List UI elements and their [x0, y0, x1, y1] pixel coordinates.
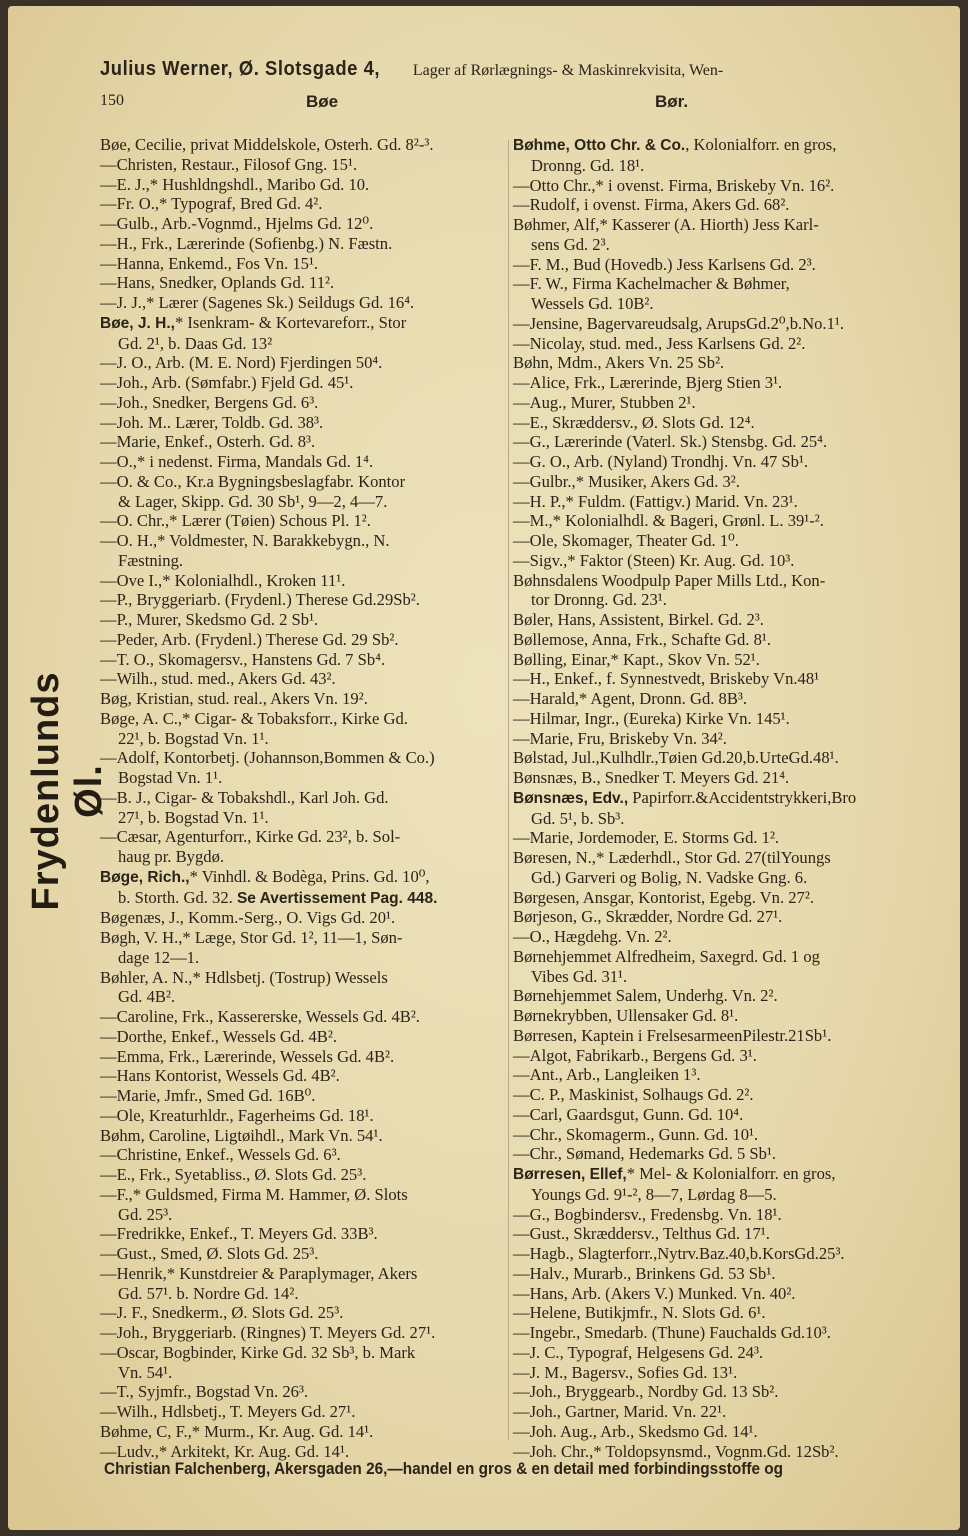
- entry-text: —T. O., Skomagersv., Hanstens Gd. 7 Sb⁴.: [100, 649, 386, 669]
- entry-text: —E. J.,* Hushldngshdl., Maribo Gd. 10.: [100, 174, 370, 194]
- entry-text: Gd.) Garveri og Bolig, N. Vadske Gng. 6.: [531, 867, 808, 887]
- entry-text: Bøgenæs, J., Komm.-Serg., O. Vigs Gd. 20¹.: [100, 908, 396, 928]
- entry-text: Papirforr.&Accidentstrykkeri,Bro: [628, 787, 857, 807]
- header-title: Julius Werner, Ø. Slotsgade 4,: [100, 58, 381, 80]
- entry-name-bold: Børresen, Ellef,: [513, 1166, 627, 1183]
- entry-text: Bøhler, A. N.,* Hdlsbetj. (Tostrup) Wessels: [100, 967, 388, 987]
- directory-line: [513, 334, 925, 354]
- directory-line: [513, 1442, 925, 1462]
- directory-line: [100, 492, 510, 512]
- directory-line: [100, 1047, 510, 1067]
- directory-line: [100, 808, 510, 828]
- entry-text: —Hans Kontorist, Wessels Gd. 4B².: [100, 1066, 340, 1086]
- directory-line: [100, 1145, 510, 1165]
- directory-line: [513, 393, 925, 413]
- directory-line: [100, 1422, 510, 1442]
- entry-text: —Aug., Murer, Stubben 2¹.: [513, 392, 696, 412]
- directory-line: [513, 571, 925, 591]
- directory-line: [100, 1165, 510, 1185]
- entry-text: —Joh., Snedker, Bergens Gd. 6³.: [100, 392, 319, 412]
- entry-text: —Caroline, Frk., Kassererske, Wessels Gd. 4B².: [100, 1007, 420, 1026]
- directory-line: [513, 1422, 925, 1442]
- directory-line: [513, 748, 925, 768]
- entry-text: Gd. 5¹, b. Sb³.: [531, 808, 625, 828]
- entry-text: —B. J., Cigar- & Tobakshdl., Karl Joh. Gd.: [100, 787, 389, 807]
- entry-text: Børgesen, Ansgar, Kontorist, Egebg. Vn. 27².: [513, 887, 814, 907]
- entry-text: —O.,* i nedenst. Firma, Mandals Gd. 1⁴.: [100, 452, 374, 471]
- entry-text: Bøg, Kristian, stud. real., Akers Vn. 19².: [100, 689, 368, 708]
- headword-right: Bør.: [655, 92, 689, 111]
- directory-line: [100, 827, 510, 847]
- entry-text: Gd. 4B².: [118, 987, 176, 1007]
- entry-text: —Gulbr.,* Musiker, Akers Gd. 3².: [513, 471, 740, 491]
- entry-text: —J. M., Bagersv., Sofies Gd. 13¹.: [513, 1362, 738, 1382]
- directory-line: [100, 968, 510, 988]
- entry-text: —J. C., Typograf, Helgesens Gd. 24³.: [513, 1342, 764, 1362]
- entry-text: —O. & Co., Kr.a Bygningsbeslagfabr. Kontor: [100, 471, 406, 491]
- directory-line: [513, 809, 925, 829]
- directory-line: [100, 1106, 510, 1126]
- entry-text: —O. H.,* Voldmester, N. Barakkebygn., N.: [100, 531, 390, 550]
- directory-line: [513, 1125, 925, 1145]
- entry-text: —Hanna, Enkemd., Fos Vn. 15¹.: [100, 253, 319, 273]
- entry-text: —H., Frk., Lærerinde (Sofienbg.) N. Fæstn.: [100, 233, 393, 253]
- entry-text: Bøhnsdalens Woodpulp Paper Mills Ltd., Kon-: [513, 570, 826, 590]
- directory-line: [513, 235, 925, 255]
- entry-text: —Fr. O.,* Typograf, Bred Gd. 4².: [100, 194, 323, 214]
- entry-text: —G., Lærerinde (Vaterl. Sk.) Stensbg. Gd. 25⁴.: [513, 432, 828, 452]
- directory-line: [513, 1185, 925, 1205]
- entry-text: —Hans, Snedker, Oplands Gd. 11².: [100, 273, 335, 293]
- entry-text: —H., Enkef., f. Synnestvedt, Briskeby Vn.48¹: [513, 669, 820, 689]
- directory-line: [100, 393, 510, 413]
- entry-text: —Peder, Arb. (Frydenl.) Therese Gd. 29 Sb².: [100, 629, 399, 649]
- directory-line: [100, 334, 510, 354]
- directory-line: [513, 927, 925, 947]
- directory-line: [513, 1164, 925, 1185]
- entry-text: Bøler, Hans, Assistent, Birkel. Gd. 2³.: [513, 610, 764, 629]
- entry-text: —Cæsar, Agenturforr., Kirke Gd. 23², b. Sol-: [100, 827, 401, 847]
- directory-line: [513, 630, 925, 650]
- entry-text: —O., Hægdehg. Vn. 2².: [513, 927, 672, 946]
- entry-text: —Marie, Jordemoder, E. Storms Gd. 1².: [513, 828, 780, 848]
- directory-line: [513, 868, 925, 888]
- entry-text: —Ole, Kreaturhldr., Fagerheims Gd. 18¹.: [100, 1105, 374, 1125]
- entry-name-bold: Bøe, J. H.,: [100, 314, 175, 332]
- directory-line: [100, 1264, 510, 1284]
- entry-name-bold: Bøhme, Otto Chr. & Co.: [513, 137, 686, 154]
- entry-text: Bøhme, C, F.,* Murm., Kr. Aug. Gd. 14¹.: [100, 1421, 374, 1441]
- directory-line: [513, 255, 925, 275]
- directory-line: [100, 194, 510, 214]
- directory-line: [513, 1402, 925, 1422]
- directory-line: [513, 1205, 925, 1225]
- entry-text: —Halv., Murarb., Brinkens Gd. 53 Sb¹.: [513, 1263, 776, 1283]
- directory-line: [100, 1224, 510, 1244]
- entry-text: —Ingebr., Smedarb. (Thune) Fauchalds Gd.10³.: [513, 1323, 831, 1342]
- directory-line: [513, 1244, 925, 1264]
- directory-line: [513, 492, 925, 512]
- entry-text: dage 12—1.: [118, 947, 200, 967]
- entry-text: —Ole, Skomager, Theater Gd. 1⁰.: [513, 531, 739, 550]
- entry-text: b. Storth. Gd. 32.: [118, 887, 237, 907]
- directory-line: [513, 215, 925, 235]
- entry-text: sens Gd. 2³.: [531, 234, 610, 254]
- page-header-advert: [100, 58, 723, 81]
- headword-left: Bøe: [306, 92, 339, 111]
- entry-text: Børnekrybben, Ullensaker Gd. 8¹.: [513, 1006, 739, 1025]
- directory-line: [100, 234, 510, 254]
- footer-advert: Christian Falchenberg, Akersgaden 26,—handel en gros & en detail med forbindingsstoffe og: [104, 1460, 783, 1478]
- directory-line: [513, 551, 925, 571]
- directory-line: [513, 907, 925, 927]
- directory-line: [513, 1046, 925, 1066]
- entry-text: Fæstning.: [118, 550, 184, 570]
- directory-line: [513, 531, 925, 551]
- entry-text: —F.,* Guldsmed, Firma M. Hammer, Ø. Slots: [100, 1184, 408, 1204]
- entry-text: —Christine, Enkef., Wessels Gd. 6³.: [100, 1145, 341, 1165]
- directory-line: [100, 867, 510, 888]
- directory-line: [513, 947, 925, 967]
- directory-line: [513, 650, 925, 670]
- entry-text: Dronng. Gd. 18¹.: [531, 155, 645, 175]
- entry-text: —Jensine, Bagervareudsalg, ArupsGd.2⁰,b.No.1¹.: [513, 313, 844, 333]
- entry-text: —Otto Chr.,* i ovenst. Firma, Briskeby Vn. 16².: [513, 175, 835, 195]
- directory-line: [100, 1007, 510, 1027]
- directory-line: [100, 472, 510, 492]
- directory-line: [100, 254, 510, 274]
- directory-line: [100, 888, 510, 909]
- directory-line: [100, 1284, 510, 1304]
- entry-text: —C. P., Maskinist, Solhaugs Gd. 2².: [513, 1085, 754, 1104]
- left-column: [100, 135, 510, 1461]
- entry-text: —Ant., Arb., Langleiken 1³.: [513, 1065, 701, 1085]
- directory-line: [100, 1402, 510, 1422]
- directory-line: [513, 156, 925, 176]
- directory-line: [513, 1303, 925, 1323]
- directory-line: [513, 967, 925, 987]
- entry-text: 22¹, b. Bogstad Vn. 1¹.: [118, 728, 269, 748]
- directory-line: [100, 1244, 510, 1264]
- directory-line: [513, 1224, 925, 1244]
- directory-line: [513, 314, 925, 334]
- directory-line: [100, 630, 510, 650]
- directory-line: [100, 1382, 510, 1402]
- entry-text: —Chr., Sømand, Hedemarks Gd. 5 Sb¹.: [513, 1144, 777, 1164]
- entry-text: —Rudolf, i ovenst. Firma, Akers Gd. 68².: [513, 195, 790, 215]
- directory-line: [513, 1284, 925, 1304]
- directory-line: [513, 689, 925, 709]
- directory-line: [100, 373, 510, 393]
- directory-line: [100, 1066, 510, 1086]
- directory-line: [513, 195, 925, 215]
- entry-text: —Carl, Gaardsgut, Gunn. Gd. 10⁴.: [513, 1104, 744, 1124]
- directory-line: [513, 848, 925, 868]
- entry-text: —Oscar, Bogbinder, Kirke Gd. 32 Sb³, b. Mark: [100, 1342, 416, 1362]
- directory-line: [100, 908, 510, 928]
- entry-text: —Emma, Frk., Lærerinde, Wessels Gd. 4B².: [100, 1046, 395, 1066]
- entry-text: Wessels Gd. 10B².: [531, 294, 654, 313]
- entry-text: —Joh. Chr.,* Toldopsynsmd., Vognm.Gd. 12Sb².: [513, 1441, 839, 1461]
- directory-line: [513, 511, 925, 531]
- entry-text: —O. Chr.,* Lærer (Tøien) Schous Pl. 1².: [100, 511, 371, 531]
- entry-text: —G. O., Arb. (Nyland) Trondhj. Vn. 47 Sb¹.: [513, 452, 809, 471]
- entry-text: 27¹, b. Bogstad Vn. 1¹.: [118, 807, 269, 827]
- entry-text: —P., Bryggeriarb. (Frydenl.) Therese Gd.29Sb².: [100, 590, 420, 610]
- entry-text: —Joh. M.. Lærer, Toldb. Gd. 38³.: [100, 412, 324, 432]
- directory-line: [513, 432, 925, 452]
- directory-line: [100, 531, 510, 551]
- entry-text: —Christen, Restaur., Filosof Gng. 15¹.: [100, 154, 358, 174]
- entry-text: —F. W., Firma Kachelmacher & Bøhmer,: [513, 274, 790, 294]
- directory-line: [100, 1303, 510, 1323]
- entry-text: Bøhmer, Alf,* Kasserer (A. Hiorth) Jess Karl-: [513, 215, 819, 234]
- entry-text: —Fredrikke, Enkef., T. Meyers Gd. 33B³.: [100, 1224, 378, 1244]
- entry-text: —Ludv.,* Arkitekt, Kr. Aug. Gd. 14¹.: [100, 1441, 350, 1461]
- directory-line: [513, 1363, 925, 1383]
- directory-line: [100, 709, 510, 729]
- directory-line: [513, 888, 925, 908]
- entry-text: Børnehjemmet Alfredheim, Saxegrd. Gd. 1 og: [513, 946, 820, 966]
- entry-text: —Ove I.,* Kolonialhdl., Kroken 11¹.: [100, 570, 346, 590]
- directory-line: [100, 313, 510, 334]
- directory-line: [100, 788, 510, 808]
- directory-line: [513, 1144, 925, 1164]
- directory-line: [513, 472, 925, 492]
- entry-text: Bølling, Einar,* Kapt., Skov Vn. 52¹.: [513, 649, 760, 669]
- header-subtitle: Lager af Rørlægnings- & Maskinrekvisita, Wen-: [412, 62, 724, 79]
- entry-text: Gd. 57¹. b. Nordre Gd. 14².: [118, 1283, 299, 1303]
- entry-text: & Lager, Skipp. Gd. 30 Sb¹, 9—2, 4—7.: [118, 491, 388, 511]
- entry-text: —J. F., Snedkerm., Ø. Slots Gd. 25³.: [100, 1303, 344, 1323]
- entry-text: —Joh., Arb. (Sømfabr.) Fjeld Gd. 45¹.: [100, 373, 354, 392]
- entry-text: * Mel- & Kolonialforr. en gros,: [626, 1164, 836, 1183]
- directory-line: [100, 1086, 510, 1106]
- directory-line: [513, 768, 925, 788]
- directory-line: [100, 1126, 510, 1146]
- entry-text: —Marie, Enkef., Osterh. Gd. 8³.: [100, 432, 316, 452]
- right-column: [513, 135, 925, 1461]
- entry-text: —Hagb., Slagterforr.,Nytrv.Baz.40,b.KorsGd.25³.: [513, 1244, 845, 1263]
- entry-text: Gd. 25³.: [118, 1204, 173, 1224]
- directory-line: [513, 828, 925, 848]
- directory-line: [100, 135, 510, 155]
- entry-text: —Alice, Frk., Lærerinde, Bjerg Stien 3¹.: [513, 373, 783, 392]
- directory-line: [100, 1205, 510, 1225]
- advert-reference: Se Avertissement Pag. 448.: [236, 889, 438, 907]
- directory-line: [100, 1027, 510, 1047]
- entry-text: Bogstad Vn. 1¹.: [118, 768, 223, 787]
- entry-text: Bønsnæs, B., Snedker T. Meyers Gd. 21⁴.: [513, 768, 790, 787]
- directory-line: [100, 155, 510, 175]
- directory-line: [100, 610, 510, 630]
- entry-text: Youngs Gd. 9¹-², 8—7, Lørdag 8—5.: [531, 1184, 777, 1204]
- directory-line: [513, 729, 925, 749]
- directory-line: [513, 413, 925, 433]
- entry-text: Bøhm, Caroline, Ligtøihdl., Mark Vn. 54¹.: [100, 1125, 383, 1145]
- entry-text: —Joh., Bryggeriarb. (Ringnes) T. Meyers Gd. 27¹.: [100, 1323, 436, 1342]
- directory-line: [513, 373, 925, 393]
- entry-text: —T., Syjmfr., Bogstad Vn. 26³.: [100, 1382, 309, 1402]
- entry-text: Vibes Gd. 31¹.: [531, 966, 628, 986]
- entry-text: —Joh., Bryggearb., Nordby Gd. 13 Sb².: [513, 1382, 779, 1402]
- directory-line: [100, 1363, 510, 1383]
- entry-text: —Dorthe, Enkef., Wessels Gd. 4B².: [100, 1026, 337, 1046]
- entry-text: * Vinhdl. & Bodèga, Prins. Gd. 10⁰,: [189, 866, 430, 886]
- directory-line: [513, 1006, 925, 1026]
- entry-text: , Kolonialforr. en gros,: [685, 135, 837, 154]
- directory-line: [100, 273, 510, 293]
- entry-text: Børesen, N.,* Læderhdl., Stor Gd. 27(tilYoungs: [513, 848, 831, 867]
- directory-line: [100, 928, 510, 948]
- directory-line: [513, 986, 925, 1006]
- side-advert: Frydenlunds Øl.: [25, 671, 110, 911]
- directory-line: [513, 353, 925, 373]
- directory-line: [513, 274, 925, 294]
- directory-line: [513, 294, 925, 314]
- directory-line: [513, 1026, 925, 1046]
- entry-text: Vn. 54¹.: [118, 1362, 173, 1382]
- directory-line: [513, 1343, 925, 1363]
- entry-text: —Henrik,* Kunstdreier & Paraplymager, Akers: [100, 1263, 418, 1283]
- entry-text: Bøe, Cecilie, privat Middelskole, Osterh. Gd. 8²-³.: [100, 135, 434, 154]
- entry-text: Bøgh, V. H.,* Læge, Stor Gd. 1², 11—1, Søn-: [100, 928, 403, 947]
- directory-line: [513, 135, 925, 156]
- entry-text: Børresen, Kaptein i FrelsesarmeenPilestr.21Sb¹.: [513, 1025, 832, 1045]
- directory-line: [100, 293, 510, 313]
- page-number: 150: [100, 92, 124, 109]
- entry-text: —F. M., Bud (Hovedb.) Jess Karlsens Gd. 2³.: [513, 254, 816, 274]
- entry-text: —J. J.,* Lærer (Sagenes Sk.) Seildugs Gd. 16⁴.: [100, 293, 415, 312]
- entry-text: Børjeson, G., Skrædder, Nordre Gd. 27¹.: [513, 907, 783, 927]
- entry-text: —Sigv.,* Faktor (Steen) Kr. Aug. Gd. 10³.: [513, 550, 795, 570]
- entry-text: —Wilh., Hdlsbetj., T. Meyers Gd. 27¹.: [100, 1402, 356, 1421]
- directory-line: [100, 650, 510, 670]
- entry-text: —Gust., Skræddersv., Telthus Gd. 17¹.: [513, 1224, 770, 1244]
- entry-text: Bøhn, Mdm., Akers Vn. 25 Sb².: [513, 353, 725, 373]
- directory-line: [100, 214, 510, 234]
- entry-text: —P., Murer, Skedsmo Gd. 2 Sb¹.: [100, 610, 319, 629]
- directory-line: [513, 590, 925, 610]
- directory-line: [100, 748, 510, 768]
- directory-line: [100, 413, 510, 433]
- directory-line: [513, 709, 925, 729]
- entry-text: Gd. 2¹, b. Daas Gd. 13²: [118, 333, 273, 353]
- entry-text: —Algot, Fabrikarb., Bergens Gd. 3¹.: [513, 1045, 757, 1065]
- directory-line: [100, 768, 510, 788]
- entry-text: —Helene, Butikjmfr., N. Slots Gd. 6¹.: [513, 1303, 766, 1323]
- entry-text: —M.,* Kolonialhdl. & Bageri, Grønl. L. 39¹-².: [513, 511, 824, 531]
- directory-line: [100, 1323, 510, 1343]
- entry-text: —Gulb., Arb.-Vognmd., Hjelms Gd. 12⁰.: [100, 214, 374, 233]
- directory-line: [100, 432, 510, 452]
- directory-line: [100, 1442, 510, 1462]
- directory-line: [100, 689, 510, 709]
- directory-line: [513, 452, 925, 472]
- entry-text: —Gust., Smed, Ø. Slots Gd. 25³.: [100, 1244, 319, 1263]
- directory-line: [513, 1085, 925, 1105]
- directory-line: [100, 847, 510, 867]
- entry-text: —Hans, Arb. (Akers V.) Munked. Vn. 40².: [513, 1283, 796, 1303]
- directory-line: [513, 1382, 925, 1402]
- directory-line: [100, 1343, 510, 1363]
- entry-text: —Joh., Gartner, Marid. Vn. 22¹.: [513, 1402, 727, 1421]
- directory-line: [100, 511, 510, 531]
- entry-text: Bøge, A. C.,* Cigar- & Tobaksforr., Kirke Gd.: [100, 708, 408, 728]
- entry-text: —Harald,* Agent, Dronn. Gd. 8B³.: [513, 689, 748, 708]
- entry-text: —E., Frk., Syetabliss., Ø. Slots Gd. 25³.: [100, 1165, 367, 1184]
- directory-line: [100, 1185, 510, 1205]
- entry-text: —Wilh., stud. med., Akers Gd. 43².: [100, 669, 336, 689]
- entry-text: Børnehjemmet Salem, Underhg. Vn. 2².: [513, 986, 778, 1006]
- entry-text: * Isenkram- & Kortevareforr., Stor: [174, 312, 407, 332]
- directory-line: [100, 175, 510, 195]
- directory-line: [513, 1323, 925, 1343]
- entry-text: —Adolf, Kontorbetj. (Johannson,Bommen & Co.): [100, 748, 435, 768]
- directory-line: [100, 948, 510, 968]
- directory-line: [513, 1105, 925, 1125]
- entry-name-bold: Bøge, Rich.,: [100, 868, 190, 886]
- directory-line: [100, 353, 510, 373]
- entry-text: —Nicolay, stud. med., Jess Karlsens Gd. 2².: [513, 333, 806, 353]
- directory-line: [100, 669, 510, 689]
- entry-text: —G., Bogbindersv., Fredensbg. Vn. 18¹.: [513, 1204, 782, 1224]
- directory-line: [513, 788, 925, 809]
- entry-text: haug pr. Bygdø.: [118, 847, 225, 866]
- entry-text: —E., Skræddersv., Ø. Slots Gd. 12⁴.: [513, 412, 755, 432]
- entry-text: —Marie, Fru, Briskeby Vn. 34².: [513, 728, 727, 748]
- directory-line: [100, 551, 510, 571]
- entry-text: tor Dronng. Gd. 23¹.: [531, 590, 667, 610]
- entry-name-bold: Bønsnæs, Edv.,: [513, 789, 629, 807]
- directory-line: [100, 590, 510, 610]
- entry-text: Bølstad, Jul.,Kulhdlr.,Tøien Gd.20,b.UrteGd.48¹.: [513, 748, 839, 768]
- entry-text: Bøllemose, Anna, Frk., Schafte Gd. 8¹.: [513, 629, 771, 649]
- directory-line: [513, 176, 925, 196]
- entry-text: —J. O., Arb. (M. E. Nord) Fjerdingen 50⁴.: [100, 353, 383, 373]
- entry-text: —H. P.,* Fuldm. (Fattigv.) Marid. Vn. 23¹.: [513, 491, 798, 511]
- directory-line: [513, 669, 925, 689]
- directory-line: [100, 571, 510, 591]
- directory-line: [100, 729, 510, 749]
- entry-text: —Marie, Jmfr., Smed Gd. 16B⁰.: [100, 1086, 316, 1105]
- entry-text: —Joh. Aug., Arb., Skedsmo Gd. 14¹.: [513, 1421, 758, 1441]
- directory-line: [513, 1065, 925, 1085]
- directory-line: [100, 987, 510, 1007]
- directory-line: [513, 610, 925, 630]
- directory-line: [513, 1264, 925, 1284]
- directory-line: [100, 452, 510, 472]
- entry-text: —Hilmar, Ingr., (Eureka) Kirke Vn. 145¹.: [513, 708, 790, 728]
- entry-text: —Chr., Skomagerm., Gunn. Gd. 10¹.: [513, 1124, 759, 1144]
